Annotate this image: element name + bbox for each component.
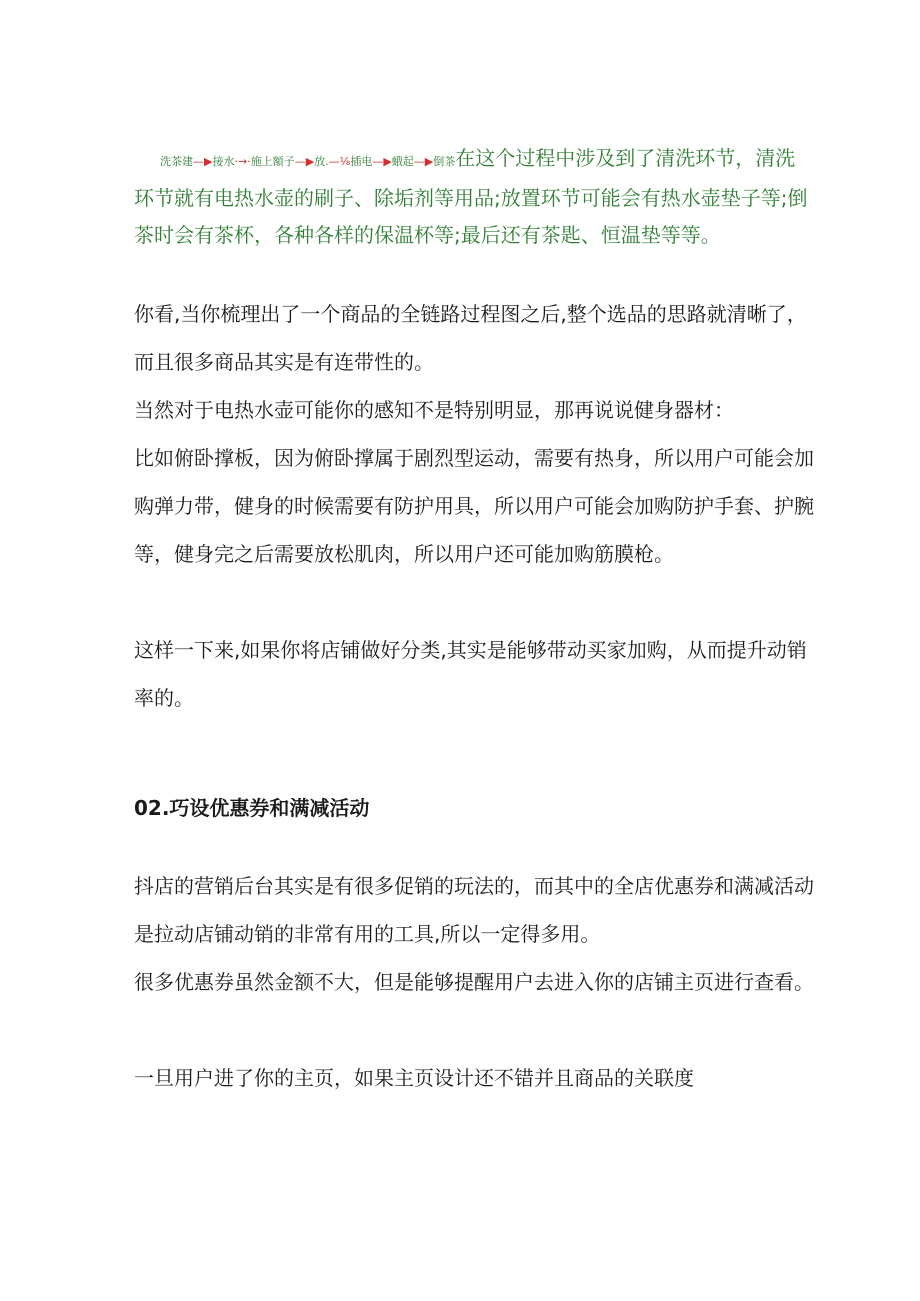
section-heading: 02.巧设优惠券和满减活动 bbox=[134, 796, 370, 820]
paragraph: 很多优惠券虽然金额不大，但是能够提醒用户去进入你的店铺主页进行查看。 bbox=[134, 970, 814, 994]
arrow-icon: —▶ bbox=[294, 155, 315, 168]
paragraph: 这样一下来,如果你将店铺做好分类,其实是能够带动买家加购，从而提升动销率的。 bbox=[134, 638, 807, 710]
arrow-icon: —▶ bbox=[372, 155, 392, 168]
paragraph: 比如俯卧撑板，因为俯卧撑属于剧烈型运动，需要有热身，所以用户可能会加购弹力带，健身的时候需要有防护用具，所以用户可能会加购防护手套、护腕等，健身完之后需要放松肌肉，所以用户还可能加购筋膜枪。 bbox=[134, 446, 814, 566]
paragraph: 抖店的营销后台其实是有很多促销的玩法的，而其中的全店优惠券和满减活动是拉动店铺动销的非常有用的工具,所以一定得多用。 bbox=[134, 874, 814, 946]
paragraph: 你看,当你梳理出了一个商品的全链路过程图之后,整个选品的思路就清晰了，而且很多商品其实是有连带性的。 bbox=[134, 302, 807, 374]
step-label: 洗茶建 bbox=[160, 155, 193, 168]
paragraph: 当然对于电热水壶可能你的感知不是特别明显，那再说说健身器材： bbox=[134, 398, 734, 422]
step-label: 接水 bbox=[212, 155, 235, 168]
process-chain bbox=[160, 155, 455, 168]
step-label: 插电 bbox=[350, 155, 373, 168]
flow-text: 在这个过程中涉及到了清洗环节，清洗环节就有电热水壶的刷子、除垢剂等用品;放置环节可能会有热水壶垫子等;倒茶时会有茶杯，各种各样的保温杯等;最后还有茶匙、恒温垫等等。 bbox=[134, 146, 808, 247]
arrow-icon: .—⅛ bbox=[325, 155, 351, 168]
step-label: 施上額子 bbox=[250, 155, 295, 168]
step-label: 倒茶 bbox=[433, 155, 456, 168]
flow-paragraph bbox=[134, 140, 814, 254]
step-label: 蛾起 bbox=[391, 155, 414, 168]
arrow-icon: —▶ bbox=[413, 155, 434, 168]
paragraph: 一旦用户进了你的主页，如果主页设计还不错并且商品的关联度 bbox=[134, 1066, 694, 1090]
arrow-icon: —▶ bbox=[193, 155, 213, 168]
arrow-icon: ·→· bbox=[234, 155, 251, 168]
step-label: 放 bbox=[314, 155, 326, 168]
